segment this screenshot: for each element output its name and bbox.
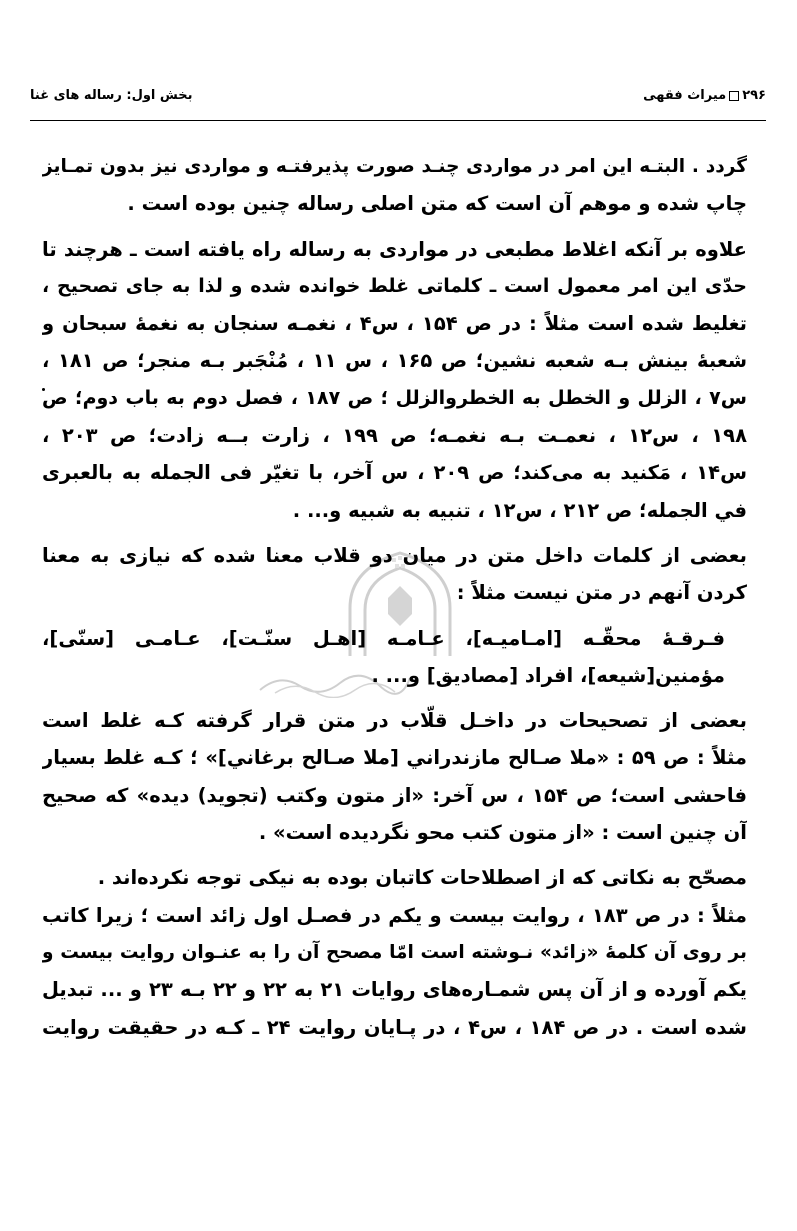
text-line: فـرقـهٔ محقّـه [امـامیـه]، عـامـه [اهـل سنّـت]، عـامـی [سنّی]،: [42, 626, 725, 650]
text-line: س۷ ، الزلل و الخطل به الخطروالزلل ؛ ص ۱۸۷ ، فصل دوم به باب دوم؛ ص: [42, 386, 747, 409]
text-line: مصحّح به نکاتی که از اصطلاحات کاتبان بوده به نیکی توجه نکرده‌اند .: [97, 866, 747, 890]
running-header: [30, 88, 766, 110]
text-line: حدّی این امر معمول است ـ کلماتی غلط خوانده شده و لذا به جای تصحیح ،: [42, 274, 747, 297]
text-line: في الجمله؛ ص ۲۱۲ ، س۱۲ ، تنبیه به شبیه و... .: [292, 498, 747, 522]
paragraph-scribe-notes: [42, 859, 747, 1045]
paragraph-bracket-examples: [42, 620, 747, 695]
text-line: مثلاً : ص ۵۹ : «ملا صـالح مازندراني [ملا صـالح برغاني]» ؛ کـه غلط بسیار: [42, 746, 747, 770]
section-title: بخش اول: رساله های غنا: [30, 88, 193, 103]
paragraph-typos: [42, 231, 747, 529]
paragraph-continuation: [42, 148, 747, 223]
page-info: [643, 88, 766, 103]
text-line: شده است . در ص ۱۸۴ ، س۴ ، در پـایان روایت ۲۴ ـ کـه در حقیقت روایت: [42, 1015, 747, 1039]
header-divider: [30, 120, 766, 121]
text-line: علاوه بر آنکه اغلاط مطبعی در مواردی به رساله راه یافته است ـ هرچند تا: [42, 237, 747, 261]
text-line: گردد . البتـه این امر در مواردی چنـد صورت پذیرفتـه و مواردی نیز بدون تمـایز: [42, 156, 747, 177]
page-number: ۲۹۶: [742, 88, 766, 103]
text-line: ۱۹۸ ، س۱۲ ، نعمـت بـه نغمـه؛ ص ۱۹۹ ، زارت بــه زادت؛ ص ۲۰۳ ،: [42, 424, 747, 448]
paragraph-brackets: [42, 537, 747, 612]
text-line: بعضی از تصحیحات در داخـل قلّاب در متن قرار گرفته کـه غلط است: [42, 709, 747, 733]
book-title: میراث فقهی: [643, 88, 727, 103]
paragraph-corrections: [42, 702, 747, 851]
text-line: چاپ شده و موهم آن است که متن اصلی رساله چنین بوده است .: [127, 192, 747, 216]
text-line: بعضی از کلمات داخل متن در میان دو قلاب معنا شده که نیازی به معنا: [42, 543, 747, 567]
text-line: آن چنین است : «از متون کتب محو نگردیده است» .: [258, 821, 747, 845]
text-line: کردن آنهم در متن نیست مثلاً :: [456, 581, 747, 605]
text-line: مثلاً : در ص ۱۸۳ ، روایت بیست و یکم در فصـل اول زائد است ؛ زیرا کاتب: [42, 903, 747, 927]
text-line: یکم آورده و از آن پس شمـاره‌های روایات ۲۱ به ۲۲ و ۲۲ بـه ۲۳ و ... تبدیل: [42, 978, 747, 1002]
text-line: شعبهٔ بینش بـه شعبه نشین؛ ص ۱۶۵ ، س ۱۱ ، مُنْجَبر بـه منجر؛ ص ۱۸۱ ،: [42, 349, 747, 373]
text-line: فاحشی است؛ ص ۱۵۴ ، س آخر: «از متون وکتب (تجوید) دیده» که صحیح: [42, 783, 747, 807]
text-line: س۱۴ ، مَکنید به می‌کند؛ ص ۲۰۹ ، س آخر، با تغیّر فی الجمله به بالعبری: [42, 461, 747, 485]
text-line: مؤمنین[شیعه]، افراد [مصادیق] و... .: [371, 663, 725, 687]
text-line: تغلیط شده است مثلاً : در ص ۱۵۴ ، س۴ ، نغمـه سنجان به نغمهٔ سبحان و: [42, 312, 747, 336]
square-ornament-icon: [729, 91, 739, 101]
text-line: بر روی آن کلمهٔ «زائد» نـوشته است امّا مصحح آن را به عنـوان روایت بیست و: [42, 941, 747, 963]
body-text: [42, 148, 747, 1054]
